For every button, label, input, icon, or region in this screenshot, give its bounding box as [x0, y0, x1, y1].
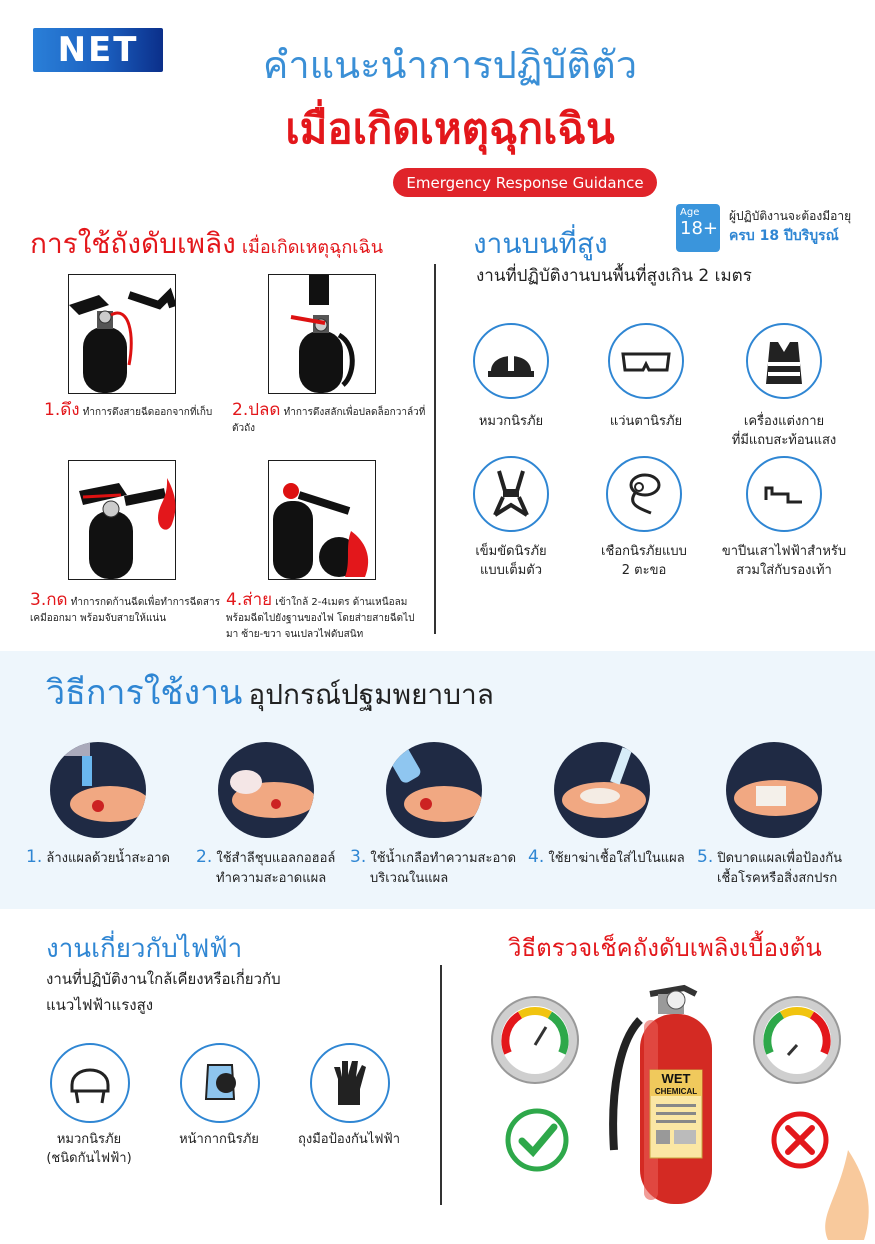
- harness-icon: [473, 456, 549, 532]
- electrical-subheading: งานที่ปฏิบัติงานใกล้เคียงหรือเกี่ยวกับ แนวไฟฟ้าแรงสูง: [46, 970, 281, 1014]
- fire-icon: [156, 478, 178, 538]
- extinguisher-step-1: 1.ดึง ทำการดึงสายฉีดออกจากที่เก็บ: [44, 400, 213, 420]
- ppe-label-lanyard: เชือกนิรภัยแบบ 2 ตะขอ: [601, 544, 687, 578]
- ppe-label-vest: เครื่องแต่งกาย ที่มีแถบสะท้อนแสง: [731, 414, 837, 448]
- page-title-line1: คำแนะนำการปฏิบัติตัว: [262, 43, 638, 87]
- ppe-label-electric-helmet: หมวกนิรภัย (ชนิดกันไฟฟ้า): [46, 1132, 132, 1166]
- pull-hose-picture: [68, 274, 176, 394]
- extinguisher-label-wet: WET: [661, 1071, 691, 1086]
- extinguisher-step-4: 4.ส่าย เข้าใกล้ 2-4เมตร ด้านเหนือลมพร้อมฉีดไปยังฐานของไฟ โดยส่ายสายฉีดไปมา ซ้าย-ขวา จนเปลวไฟดับสนิท: [226, 590, 415, 640]
- bandage-picture: [726, 742, 822, 838]
- age-badge: [676, 204, 720, 252]
- pull-pin-picture: [268, 274, 376, 394]
- wash-wound-picture: [50, 742, 146, 838]
- check-extinguisher-heading: วิธีตรวจเช็คถังดับเพลิงเบื้องต้น: [508, 934, 822, 962]
- net-logo: NET: [33, 28, 163, 72]
- electrical-heading: งานเกี่ยวกับไฟฟ้า: [46, 934, 243, 964]
- ppe-label-glove: ถุงมือป้องกันไฟฟ้า: [297, 1132, 400, 1147]
- insulated-glove-icon: [310, 1043, 390, 1123]
- first-aid-step-2: 2. ใช้สำลีชุบแอลกอฮอล์ ทำความสะอาดแผล: [196, 847, 336, 886]
- fire-extinguisher-image: [600, 980, 740, 1216]
- fire-flame-decoration: [818, 1150, 874, 1244]
- pressure-gauge-bad: [752, 995, 842, 1089]
- sweep-nozzle-picture: [268, 460, 376, 580]
- electric-helmet-icon: [50, 1043, 130, 1123]
- saline-rinse-picture: [386, 742, 482, 838]
- age-requirement-value: ครบ 18 ปีบริบูรณ์: [729, 228, 839, 244]
- extinguisher-heading-suffix: เมื่อเกิดเหตุฉุกเฉิน: [241, 237, 383, 258]
- ppe-label-climber: ขาปีนเสาไฟฟ้าสำหรับ สวมใส่กับรองเท้า: [721, 544, 847, 578]
- ppe-label-helmet: หมวกนิรภัย: [478, 414, 544, 429]
- extinguisher-heading-main: การใช้ถังดับเพลิง: [30, 227, 236, 260]
- ppe-label-goggles: แว่นตานิรภัย: [609, 414, 683, 429]
- lanyard-icon: [606, 456, 682, 532]
- goggles-icon: [608, 323, 684, 399]
- helmet-icon: [473, 323, 549, 399]
- alcohol-cotton-picture: [218, 742, 314, 838]
- heights-subheading: งานที่ปฏิบัติงานบนพื้นที่สูงเกิน 2 เมตร: [476, 266, 752, 286]
- age-badge-value: 18+: [680, 218, 718, 239]
- first-aid-step-5: 5. ปิดบาดแผลเพื่อป้องกัน เชื้อโรคหรือสิ่งสกปรก: [697, 847, 843, 886]
- reflective-vest-icon: [746, 323, 822, 399]
- age-requirement-text: ผู้ปฏิบัติงานจะต้องมีอายุ: [729, 209, 852, 223]
- face-shield-icon: [180, 1043, 260, 1123]
- ppe-label-face-shield: หน้ากากนิรภัย: [179, 1132, 259, 1147]
- extinguisher-heading: [30, 222, 383, 266]
- pressure-gauge-ok: [490, 995, 580, 1089]
- first-aid-step-1: 1. ล้างแผลด้วยน้ำสะอาด: [26, 847, 170, 867]
- section-divider-bottom: [440, 965, 442, 1205]
- ppe-label-harness: เข็มขัดนิรภัย แบบเต็มตัว: [475, 544, 547, 578]
- page-title-line2: เมื่อเกิดเหตุฉุกเฉิน: [285, 104, 615, 153]
- subtitle-pill: Emergency Response Guidance: [393, 168, 657, 197]
- age-badge-label: Age: [680, 207, 700, 218]
- first-aid-step-4: 4. ใช้ยาฆ่าเชื้อใส่ไปในแผล: [528, 847, 685, 867]
- pole-climber-icon: [746, 456, 822, 532]
- extinguisher-step-2: 2.ปลด ทำการดึงสลักเพื่อปลดล็อกวาล์วที่ตัวถัง: [232, 400, 426, 434]
- first-aid-heading-main: วิธีการใช้งาน: [46, 673, 243, 713]
- first-aid-heading-suffix: อุปกรณ์ปฐมพยาบาล: [248, 678, 494, 711]
- first-aid-step-3: 3. ใช้น้ำเกลือทำความสะอาด บริเวณในแผล: [350, 847, 517, 886]
- extinguisher-step-3: 3.กด ทำการกดก้านฉีดเพื่อทำการฉีดสารเคมีออกมา พร้อมจับสายให้แน่น: [30, 590, 221, 624]
- heights-heading: งานบนที่สูง: [473, 227, 608, 260]
- check-mark-icon: [504, 1107, 570, 1177]
- extinguisher-label-chemical: CHEMICAL: [654, 1087, 698, 1096]
- antiseptic-picture: [554, 742, 650, 838]
- first-aid-heading: [46, 665, 494, 719]
